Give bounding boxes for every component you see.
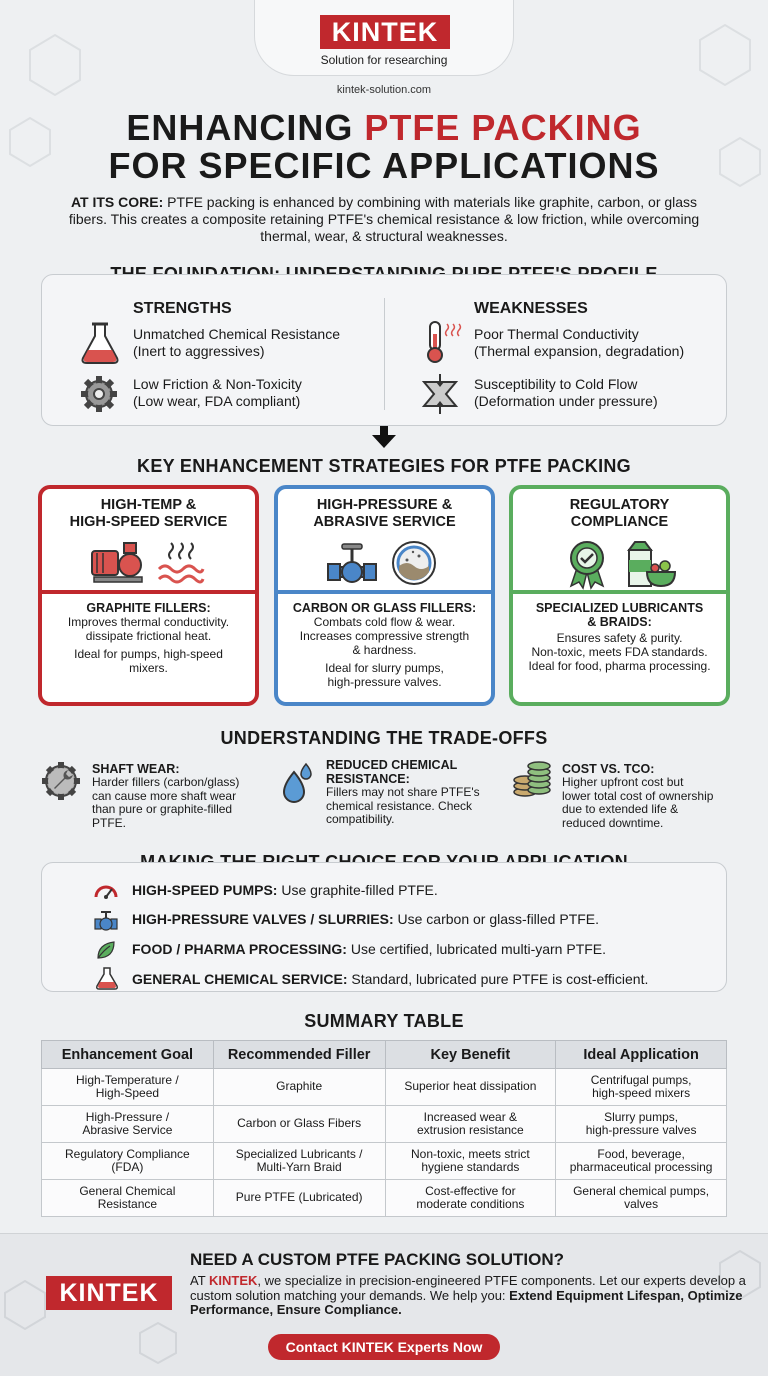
site-url[interactable]: kintek-solution.com <box>336 84 432 96</box>
tradeoff-line: than pure or graphite-filled <box>92 802 233 816</box>
contact-experts-button[interactable]: Contact KINTEK Experts Now <box>268 1334 500 1360</box>
card-title <box>38 497 259 531</box>
title-prefix: ENHANCING <box>126 107 365 148</box>
weakness-line2: (Deformation under pressure) <box>474 393 658 409</box>
page-title-line2: FOR SPECIFIC APPLICATIONS <box>108 145 660 186</box>
flask-small-icon <box>95 966 119 990</box>
valve-small-icon <box>94 909 118 931</box>
weakness-line1: Susceptibility to Cold Flow <box>474 376 638 392</box>
card-separator <box>38 590 259 594</box>
table-cell <box>385 1180 556 1217</box>
cta-brand: KINTEK <box>209 1273 258 1288</box>
table-header-row <box>42 1041 727 1069</box>
strength-item <box>133 326 340 360</box>
table-cell-line: Graphite <box>276 1079 323 1094</box>
table-cell <box>42 1069 214 1106</box>
table-cell <box>556 1106 727 1143</box>
table-cell-line: moderate conditions <box>416 1197 525 1211</box>
card-ideal <box>280 661 489 689</box>
flask-icon <box>80 322 120 364</box>
cta-benefits: Extend Equipment Lifespan, Optimize Performance, Ensure Compliance. <box>190 1287 743 1317</box>
table-cell-line: General Chemical <box>79 1183 176 1198</box>
card-line: Non-toxic, meets FDA standards. <box>531 645 708 659</box>
table-row <box>42 1143 727 1180</box>
card-line: Ideal for food, pharma processing. <box>528 659 711 673</box>
tradeoff-head: COST VS. TCO: <box>562 762 655 776</box>
card-body <box>515 601 724 673</box>
card-head: CARBON OR GLASS FILLERS: <box>292 601 477 615</box>
card-ideal-line: Ideal for slurry pumps, <box>325 661 444 675</box>
choice-text: Standard, lubricated pure PTFE is cost-efficient. <box>347 971 649 987</box>
card-separator <box>274 590 495 594</box>
table-cell-line: Centrifugal pumps, <box>590 1072 692 1087</box>
card-title <box>509 497 730 531</box>
table-cell <box>556 1180 727 1217</box>
tradeoff-line: lower total cost of ownership <box>562 788 714 803</box>
slurry-icon <box>391 540 437 586</box>
table-row <box>42 1069 727 1106</box>
choice-label: HIGH-PRESSURE VALVES / SLURRIES: <box>132 911 394 927</box>
strategies-section-title: KEY ENHANCEMENT STRATEGIES FOR PTFE PACKING <box>137 456 631 476</box>
tagline: Solution for researching <box>320 53 448 67</box>
kintek-logo[interactable]: KINTEK <box>320 15 450 49</box>
table-cell <box>556 1143 727 1180</box>
choice-item <box>132 882 438 898</box>
choice-item <box>132 971 648 987</box>
table-cell <box>213 1069 385 1106</box>
table-cell-line: High-Speed <box>95 1086 160 1100</box>
table-cell-line: Specialized Lubricants / <box>235 1146 363 1161</box>
valve-icon <box>326 540 378 586</box>
intro-paragraph <box>60 194 708 245</box>
card-ideal <box>44 647 253 675</box>
tradeoff-line: can cause more shaft wear <box>92 788 237 803</box>
tradeoff-cost <box>562 762 752 830</box>
card-ideal-line: high-pressure valves. <box>327 675 442 689</box>
card-title-line2: COMPLIANCE <box>570 514 669 530</box>
table-cell-line: Slurry pumps, <box>604 1109 679 1124</box>
summary-section-title: SUMMARY TABLE <box>304 1011 464 1031</box>
card-title-line1: HIGH-TEMP & <box>100 497 197 513</box>
weakness-line2: (Thermal expansion, degradation) <box>474 343 685 359</box>
table-cell-line: Cost-effective for <box>425 1183 516 1198</box>
table-cell-line: Regulatory Compliance <box>65 1146 190 1161</box>
choice-label: GENERAL CHEMICAL SERVICE: <box>132 971 348 987</box>
card-head: SPECIALIZED LUBRICANTS <box>535 601 704 615</box>
tradeoff-line: PTFE. <box>92 815 127 830</box>
table-cell-line: (FDA) <box>111 1160 144 1174</box>
table-cell <box>42 1180 214 1217</box>
summary-table <box>41 1040 727 1217</box>
gear-icon <box>79 374 119 414</box>
tradeoff-line: reduced downtime. <box>562 815 664 830</box>
card-ideal-line: mixers. <box>129 661 168 675</box>
coins-icon <box>511 760 553 800</box>
table-cell <box>213 1143 385 1180</box>
card-ideal-line: Ideal for pumps, high-speed <box>74 647 223 661</box>
choice-item <box>132 911 599 927</box>
choice-label: HIGH-SPEED PUMPS: <box>132 882 278 898</box>
table-cell-line: Multi-Yarn Braid <box>256 1160 342 1174</box>
table-cell <box>213 1180 385 1217</box>
cta-body: , we specialize in precision-engineered PTFE components. Let our experts develop a custom solution matching your demands. We help you: <box>190 1273 746 1303</box>
table-cell <box>556 1069 727 1106</box>
speedometer-icon <box>94 881 118 901</box>
tradeoff-line: due to extended life & <box>562 802 679 816</box>
droplet-icon <box>276 762 316 806</box>
table-cell-line: Food, beverage, <box>597 1146 685 1161</box>
card-body <box>44 601 253 675</box>
tradeoff-line: Fillers may not share PTFE's <box>326 785 480 799</box>
table-cell-line: High-Temperature / <box>76 1072 179 1087</box>
table-cell <box>213 1106 385 1143</box>
table-cell <box>385 1143 556 1180</box>
table-header-cell: Key Benefit <box>385 1041 556 1069</box>
shaft-wear-icon <box>40 760 82 802</box>
page-title-line1 <box>0 108 768 148</box>
card-title <box>274 497 495 531</box>
table-cell-line: pharmaceutical processing <box>569 1160 713 1174</box>
tradeoff-line: Higher upfront cost but <box>562 775 684 789</box>
compression-icon <box>420 374 460 414</box>
heat-waves-icon <box>157 541 205 585</box>
choice-text: Use carbon or glass-filled PTFE. <box>393 911 600 927</box>
card-title-line1: HIGH-PRESSURE & <box>316 497 453 513</box>
choice-label: FOOD / PHARMA PROCESSING: <box>132 941 347 957</box>
table-cell-line: Non-toxic, meets strict <box>411 1146 530 1161</box>
tradeoff-chemical <box>326 758 516 827</box>
table-cell-line: extrusion resistance <box>417 1123 524 1137</box>
cta-pre: AT <box>190 1273 210 1288</box>
down-arrow-icon <box>372 426 396 448</box>
strengths-title: STRENGTHS <box>133 300 232 317</box>
tradeoff-head: REDUCED CHEMICAL <box>326 758 458 772</box>
weakness-item <box>474 376 658 410</box>
food-icon <box>625 540 677 588</box>
card-line: Combats cold flow & wear. <box>313 615 456 629</box>
cta-title: NEED A CUSTOM PTFE PACKING SOLUTION? <box>190 1250 565 1269</box>
strength-line2: (Low wear, FDA compliant) <box>133 393 301 409</box>
card-title-line2: HIGH-SPEED SERVICE <box>69 514 228 530</box>
card-line: dissipate frictional heat. <box>85 629 212 643</box>
table-cell-line: Carbon or Glass Fibers <box>237 1116 362 1131</box>
card-line: Ensures safety & purity. <box>556 631 683 645</box>
tradeoff-line: compatibility. <box>326 812 395 826</box>
card-line: Improves thermal conductivity. <box>67 615 230 629</box>
table-cell <box>385 1106 556 1143</box>
table-cell-line: Abrasive Service <box>82 1123 173 1137</box>
table-cell-line: Increased wear & <box>423 1109 518 1124</box>
table-header-cell: Enhancement Goal <box>42 1041 214 1069</box>
weakness-item <box>474 326 684 360</box>
tradeoff-shaft-wear <box>92 762 282 830</box>
table-cell-line: high-pressure valves <box>585 1123 697 1137</box>
pump-icon <box>90 541 150 585</box>
choice-item <box>132 941 606 957</box>
weakness-line1: Poor Thermal Conductivity <box>474 326 639 342</box>
table-header-cell: Recommended Filler <box>213 1041 385 1069</box>
table-header-cell: Ideal Application <box>556 1041 727 1069</box>
choice-text: Use certified, lubricated multi-yarn PTFE. <box>346 941 607 957</box>
table-cell-line: valves <box>624 1197 659 1211</box>
card-title-line1: REGULATORY <box>569 497 670 513</box>
table-cell-line: Pure PTFE (Lubricated) <box>235 1190 363 1205</box>
table-cell-line: hygiene standards <box>421 1160 520 1174</box>
strength-line2: (Inert to aggressives) <box>133 343 265 359</box>
strength-item <box>133 376 302 410</box>
card-head-line2: & BRAIDS: <box>587 615 652 629</box>
table-cell-line: Superior heat dissipation <box>404 1079 537 1094</box>
table-cell-line: High-Pressure / <box>85 1109 170 1124</box>
intro-lead: AT ITS CORE: <box>70 194 164 210</box>
tradeoffs-section-title: UNDERSTANDING THE TRADE-OFFS <box>220 728 548 748</box>
title-highlight: PTFE PACKING <box>364 107 642 148</box>
table-cell <box>42 1143 214 1180</box>
card-head: GRAPHITE FILLERS: <box>86 601 211 615</box>
table-cell-line: high-speed mixers <box>592 1086 691 1100</box>
certified-badge-icon <box>567 540 607 588</box>
card-body <box>280 601 489 689</box>
thermometer-icon <box>420 320 460 364</box>
tradeoff-line: Harder fillers (carbon/glass) <box>92 775 240 789</box>
table-row <box>42 1180 727 1217</box>
choice-text: Use graphite-filled PTFE. <box>277 882 438 898</box>
cta-text <box>190 1274 750 1318</box>
footer-kintek-logo[interactable]: KINTEK <box>46 1276 172 1310</box>
tradeoff-head-line2: RESISTANCE: <box>326 772 410 786</box>
strength-line1: Low Friction & Non-Toxicity <box>133 376 302 392</box>
leaf-icon <box>94 938 118 960</box>
tradeoff-line: chemical resistance. Check <box>326 798 473 813</box>
card-separator <box>509 590 730 594</box>
strength-line1: Unmatched Chemical Resistance <box>133 326 340 342</box>
card-title-line2: ABRASIVE SERVICE <box>313 514 456 530</box>
weaknesses-title: WEAKNESSES <box>474 300 588 317</box>
table-cell <box>42 1106 214 1143</box>
tradeoff-head: SHAFT WEAR: <box>92 762 180 776</box>
card-line: & hardness. <box>352 643 417 657</box>
intro-text: PTFE packing is enhanced by combining with materials like graphite, carbon, or glass fibers. This creates a composite retaining PTFE's chemical resistance & low friction, while overcoming thermal, wear, & structural weaknesses. <box>68 194 700 244</box>
table-cell-line: General chemical pumps, <box>573 1183 710 1198</box>
table-cell <box>385 1069 556 1106</box>
table-row <box>42 1106 727 1143</box>
card-line: Increases compressive strength <box>299 629 470 643</box>
foundation-divider <box>384 298 385 410</box>
table-cell-line: Resistance <box>97 1197 158 1211</box>
